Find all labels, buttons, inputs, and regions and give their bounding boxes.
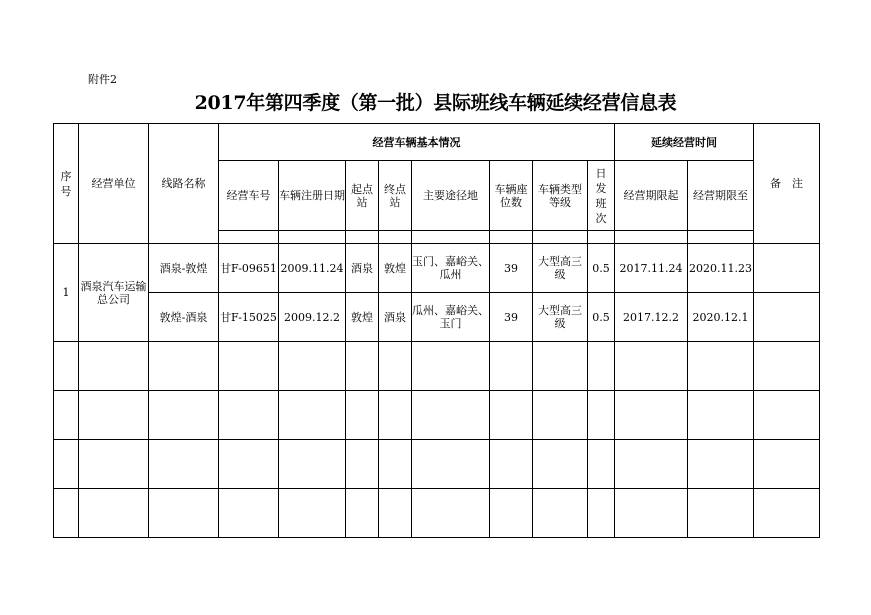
empty-cell — [219, 342, 279, 391]
empty-cell — [346, 489, 379, 538]
empty-cell — [615, 489, 688, 538]
empty-cell — [79, 391, 149, 440]
header-spacer-cell — [346, 231, 379, 244]
header-spacer-cell — [615, 231, 688, 244]
attachment-label: 附件2 — [88, 73, 117, 86]
empty-cell — [149, 391, 219, 440]
empty-cell — [219, 440, 279, 489]
company-cell: 酒泉汽车运输总公司 — [79, 244, 149, 342]
empty-cell — [412, 342, 490, 391]
empty-cell — [346, 391, 379, 440]
empty-cell — [588, 342, 615, 391]
header-remark: 备 注 — [754, 124, 820, 244]
end-cell: 敦煌 — [379, 244, 412, 293]
empty-cell — [379, 489, 412, 538]
vehicle-info-table — [53, 123, 820, 538]
header-vtype: 车辆类型等级 — [533, 161, 588, 231]
remark-cell — [754, 244, 820, 293]
empty-cell — [615, 342, 688, 391]
header-spacer-cell — [219, 231, 279, 244]
header-spacer-cell — [533, 231, 588, 244]
header-start: 起点站 — [346, 161, 379, 231]
empty-cell — [754, 342, 820, 391]
header-row-group — [54, 124, 820, 161]
empty-cell — [79, 489, 149, 538]
empty-cell — [754, 440, 820, 489]
empty-cell — [149, 440, 219, 489]
empty-cell — [379, 391, 412, 440]
header-spacer-cell — [279, 231, 346, 244]
from-cell: 2017.12.2 — [615, 293, 688, 342]
vtype-cell: 大型高三级 — [533, 244, 588, 293]
empty-cell — [533, 342, 588, 391]
route-cell: 敦煌-酒泉 — [149, 293, 219, 342]
empty-cell — [79, 440, 149, 489]
empty-cell — [379, 440, 412, 489]
header-spacer-cell — [688, 231, 754, 244]
header-period-group: 延续经营时间 — [615, 124, 754, 161]
empty-cell — [615, 391, 688, 440]
via-cell: 玉门、嘉峪关、瓜州 — [412, 244, 490, 293]
empty-cell — [279, 440, 346, 489]
empty-cell — [54, 391, 79, 440]
header-vehicle-group: 经营车辆基本情况 — [219, 124, 615, 161]
empty-cell — [490, 489, 533, 538]
empty-cell — [54, 342, 79, 391]
empty-cell — [754, 489, 820, 538]
remark-cell — [754, 293, 820, 342]
empty-cell — [279, 342, 346, 391]
plate-cell: 甘F-09651 — [219, 244, 279, 293]
empty-cell — [279, 489, 346, 538]
header-from: 经营期限起 — [615, 161, 688, 231]
empty-cell — [79, 342, 149, 391]
empty-cell — [533, 391, 588, 440]
empty-cell — [219, 391, 279, 440]
header-end: 终点站 — [379, 161, 412, 231]
empty-cell — [346, 342, 379, 391]
start-cell: 敦煌 — [346, 293, 379, 342]
empty-cell — [412, 391, 490, 440]
empty-cell — [615, 440, 688, 489]
header-to: 经营期限至 — [688, 161, 754, 231]
via-cell: 瓜州、嘉峪关、玉门 — [412, 293, 490, 342]
empty-cell — [412, 440, 490, 489]
route-cell: 酒泉-敦煌 — [149, 244, 219, 293]
empty-cell — [688, 391, 754, 440]
header-plate: 经营车号 — [219, 161, 279, 231]
empty-row — [54, 342, 820, 391]
header-spacer-cell — [412, 231, 490, 244]
start-cell: 酒泉 — [346, 244, 379, 293]
to-cell: 2020.11.23 — [688, 244, 754, 293]
to-cell: 2020.12.1 — [688, 293, 754, 342]
empty-cell — [412, 489, 490, 538]
empty-cell — [533, 440, 588, 489]
header-seq: 序号 — [54, 124, 79, 244]
header-route: 线路名称 — [149, 124, 219, 244]
end-cell: 酒泉 — [379, 293, 412, 342]
seats-cell: 39 — [490, 244, 533, 293]
empty-cell — [688, 489, 754, 538]
empty-cell — [219, 489, 279, 538]
empty-row — [54, 391, 820, 440]
header-spacer-cell — [379, 231, 412, 244]
empty-cell — [490, 440, 533, 489]
page-title: 2017年第四季度（第一批）县际班线车辆延续经营信息表 — [194, 92, 677, 114]
empty-cell — [346, 440, 379, 489]
empty-cell — [588, 440, 615, 489]
seats-cell: 39 — [490, 293, 533, 342]
header-via: 主要途径地 — [412, 161, 490, 231]
empty-cell — [54, 440, 79, 489]
empty-cell — [490, 391, 533, 440]
empty-cell — [149, 342, 219, 391]
empty-cell — [533, 489, 588, 538]
empty-cell — [754, 391, 820, 440]
header-seats: 车辆座位数 — [490, 161, 533, 231]
empty-cell — [588, 391, 615, 440]
empty-row — [54, 489, 820, 538]
seq-cell: 1 — [54, 244, 79, 342]
empty-row — [54, 440, 820, 489]
empty-cell — [379, 342, 412, 391]
empty-cell — [688, 440, 754, 489]
header-spacer-cell — [490, 231, 533, 244]
empty-cell — [279, 391, 346, 440]
plate-cell: 甘F-15025 — [219, 293, 279, 342]
header-company: 经营单位 — [79, 124, 149, 244]
header-reg-date: 车辆注册日期 — [279, 161, 346, 231]
reg-date-cell: 2009.11.24 — [279, 244, 346, 293]
empty-cell — [588, 489, 615, 538]
empty-cell — [54, 489, 79, 538]
daily-cell: 0.5 — [588, 293, 615, 342]
from-cell: 2017.11.24 — [615, 244, 688, 293]
reg-date-cell: 2009.12.2 — [279, 293, 346, 342]
header-daily: 日发班次 — [588, 161, 615, 231]
empty-cell — [490, 342, 533, 391]
table-row — [54, 244, 820, 293]
vtype-cell: 大型高三级 — [533, 293, 588, 342]
table-row — [54, 293, 820, 342]
daily-cell: 0.5 — [588, 244, 615, 293]
header-spacer-cell — [588, 231, 615, 244]
empty-cell — [149, 489, 219, 538]
empty-cell — [688, 342, 754, 391]
